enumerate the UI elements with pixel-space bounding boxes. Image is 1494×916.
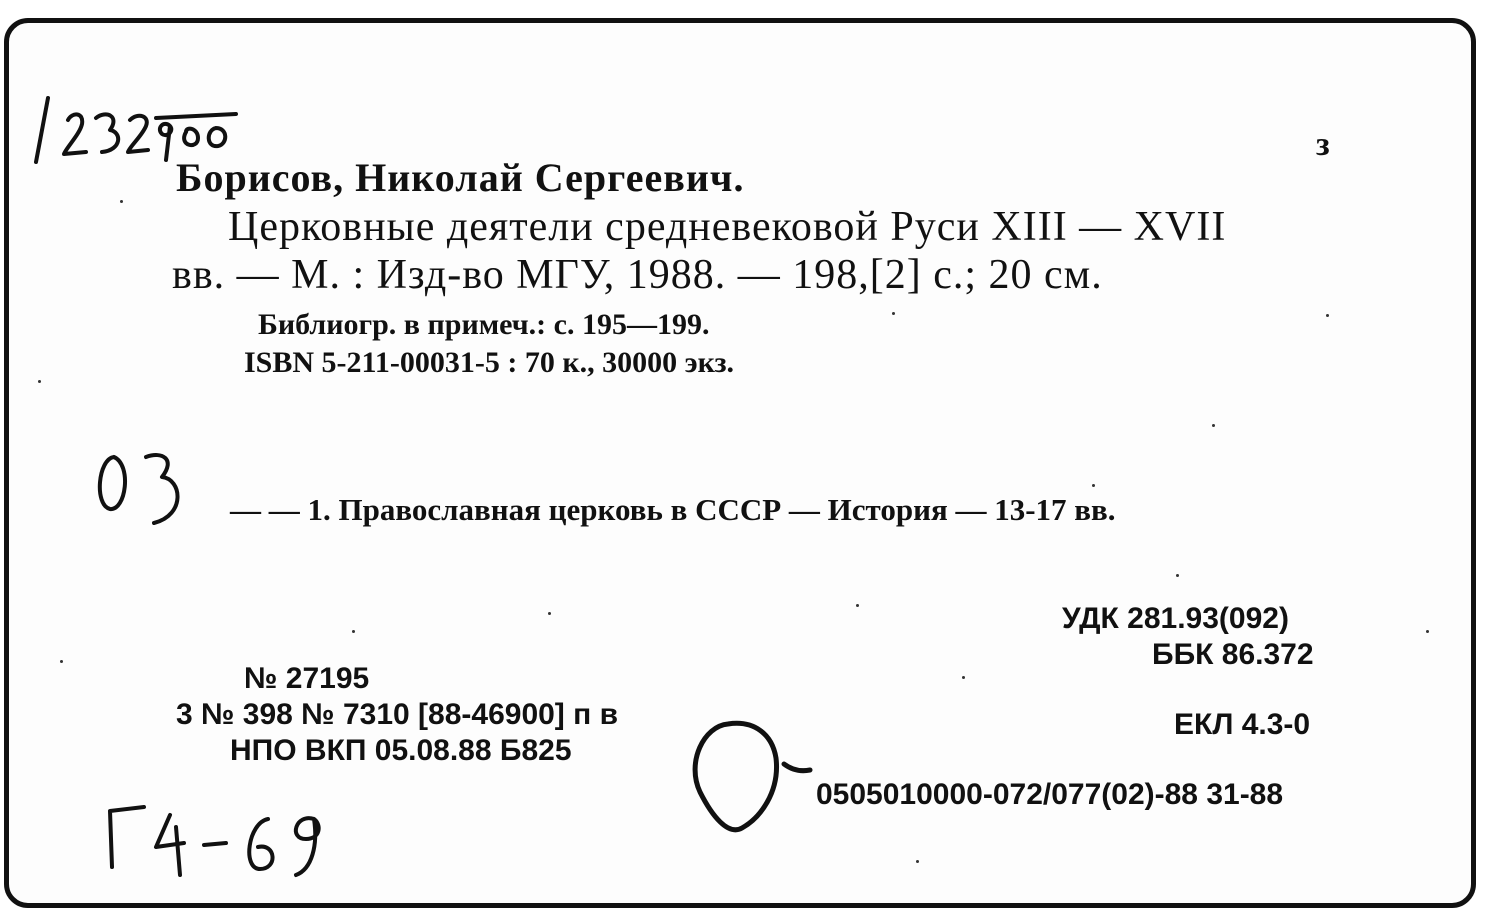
speck — [60, 660, 63, 663]
speck — [856, 604, 859, 607]
speck — [1426, 630, 1429, 633]
npo-line: НПО ВКП 05.08.88 Б825 — [230, 734, 572, 767]
stamp-oval-mark — [684, 712, 824, 842]
speck — [1212, 424, 1215, 427]
catalog-code: 0505010000-072/077(02)-88 31-88 — [816, 778, 1284, 811]
handwritten-shelf-mark — [100, 795, 330, 885]
isbn-line: ISBN 5-211-00031-5 : 70 к., 30000 экз. — [244, 346, 735, 379]
printing-line: 3 № 398 № 7310 [88-46900] п в — [176, 698, 619, 731]
ekl-code: ЕКЛ 4.3-0 — [1174, 708, 1311, 741]
speck — [892, 312, 895, 315]
speck — [962, 676, 965, 679]
title-line-1: Церковные деятели средневековой Руси XIII — XVII — [228, 204, 1227, 250]
speck — [548, 612, 551, 615]
speck — [38, 380, 41, 383]
speck — [352, 630, 355, 633]
subject-heading-line: — — 1. Православная церковь в СССР — История — 13-17 вв. — [230, 492, 1116, 527]
udk-code: УДК 281.93(092) — [1062, 602, 1289, 635]
corner-number: з — [1316, 126, 1330, 163]
bbk-code: ББК 86.372 — [1152, 638, 1314, 671]
bibliography-note: Библиогр. в примеч.: с. 195—199. — [258, 308, 710, 341]
speck — [1176, 574, 1179, 577]
speck — [1326, 314, 1329, 317]
speck — [1092, 484, 1095, 487]
order-number: № 27195 — [244, 662, 370, 695]
author-heading: Борисов, Николай Сергеевич. — [176, 155, 745, 200]
handwritten-section-mark — [90, 445, 200, 535]
title-line-2: вв. — М. : Изд-во МГУ, 1988. — 198,[2] с.; 20 см. — [172, 252, 1103, 298]
speck — [120, 200, 123, 203]
speck — [916, 860, 919, 863]
